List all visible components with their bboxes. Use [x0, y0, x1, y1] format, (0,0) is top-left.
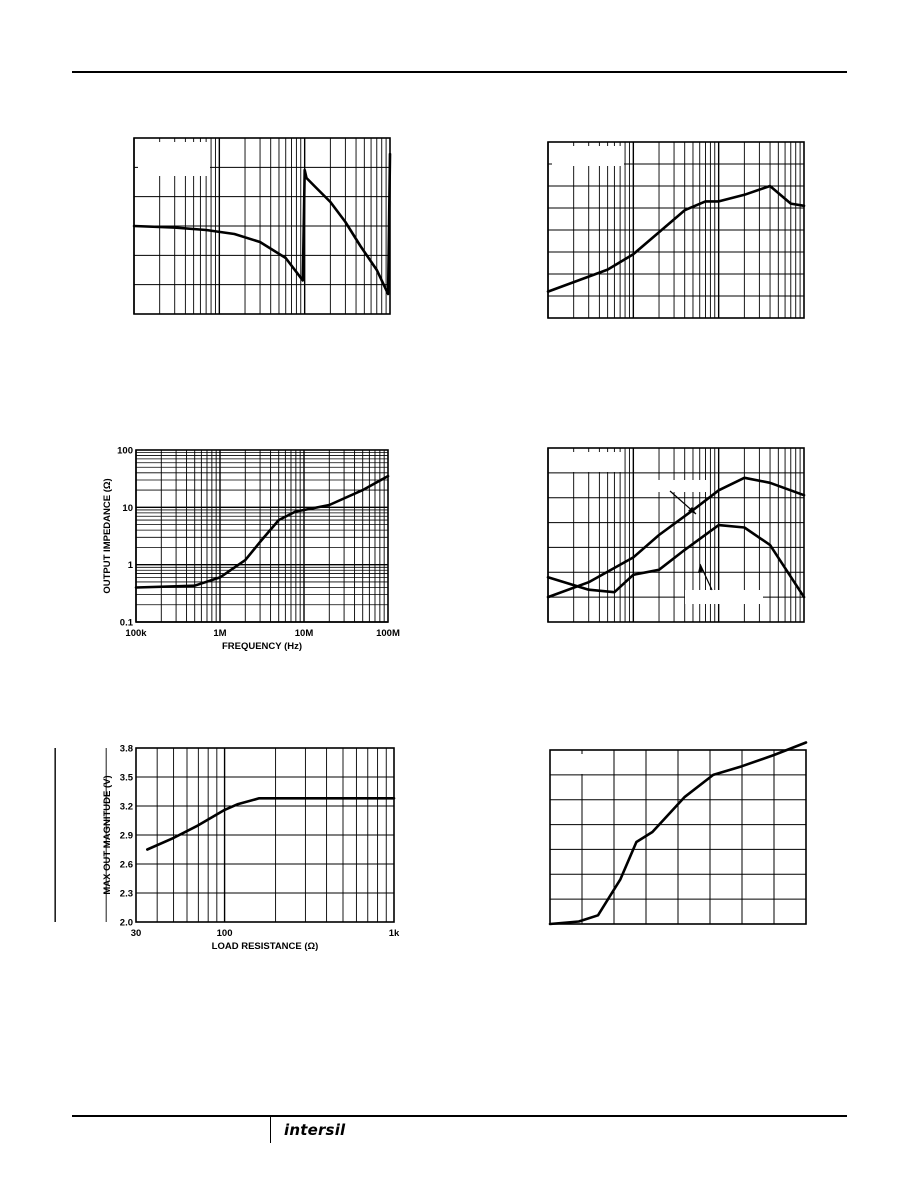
x-axis-label: FREQUENCY (Hz) — [221, 641, 303, 652]
y-tick-label: 2.6 — [119, 859, 133, 871]
legend-box — [552, 146, 624, 166]
x-tick-label: 1M — [213, 628, 227, 639]
x-tick-label: 1k — [388, 928, 400, 939]
series-line-gain — [548, 186, 804, 292]
output-impedance-chart — [96, 438, 406, 660]
y-tick-label: 3.2 — [119, 801, 133, 813]
y-tick-label: 2.0 — [119, 917, 133, 929]
y-tick-label: 100 — [117, 445, 133, 457]
annotation-box-lower — [685, 590, 763, 604]
gain-chart — [530, 132, 820, 332]
footer-divider — [270, 1117, 271, 1143]
legend-box — [554, 754, 612, 774]
intersil-logo: intersil — [284, 1121, 346, 1139]
y-tick-label: 0.1 — [119, 617, 133, 629]
y-tick-label: 1 — [127, 560, 133, 572]
y-tick-label: 3.5 — [119, 772, 133, 784]
y-axis-label: OUTPUT IMPEDANCE (Ω) — [102, 478, 113, 594]
x-tick-label: 30 — [130, 928, 142, 939]
slew-chart — [535, 740, 825, 940]
annotation-box-upper — [646, 480, 708, 492]
header-rule — [72, 71, 847, 73]
y-tick-label: 3.8 — [119, 743, 133, 755]
y-tick-label: 2.3 — [119, 888, 133, 900]
footer-rule — [72, 1115, 847, 1117]
y-tick-label: 10 — [122, 502, 133, 514]
plot-frame — [136, 450, 388, 622]
y-tick-label: 2.9 — [119, 830, 133, 842]
plot-frame — [548, 448, 804, 622]
max-out-magnitude-chart — [96, 740, 406, 962]
series-line-impedance — [136, 476, 388, 587]
x-axis-label: LOAD RESISTANCE (Ω) — [211, 941, 319, 952]
x-tick-label: 100k — [125, 628, 147, 639]
x-tick-label: 100M — [376, 628, 400, 639]
legend-box — [138, 142, 210, 176]
distortion-chart — [530, 438, 820, 638]
series-line-lower — [548, 525, 804, 597]
x-tick-label: 10M — [294, 628, 314, 639]
phase-chart — [100, 128, 400, 328]
x-tick-label: 100 — [216, 928, 233, 939]
legend-box — [552, 452, 624, 472]
y-axis-label: MAX OUT MAGNITUDE (V) — [102, 775, 113, 895]
